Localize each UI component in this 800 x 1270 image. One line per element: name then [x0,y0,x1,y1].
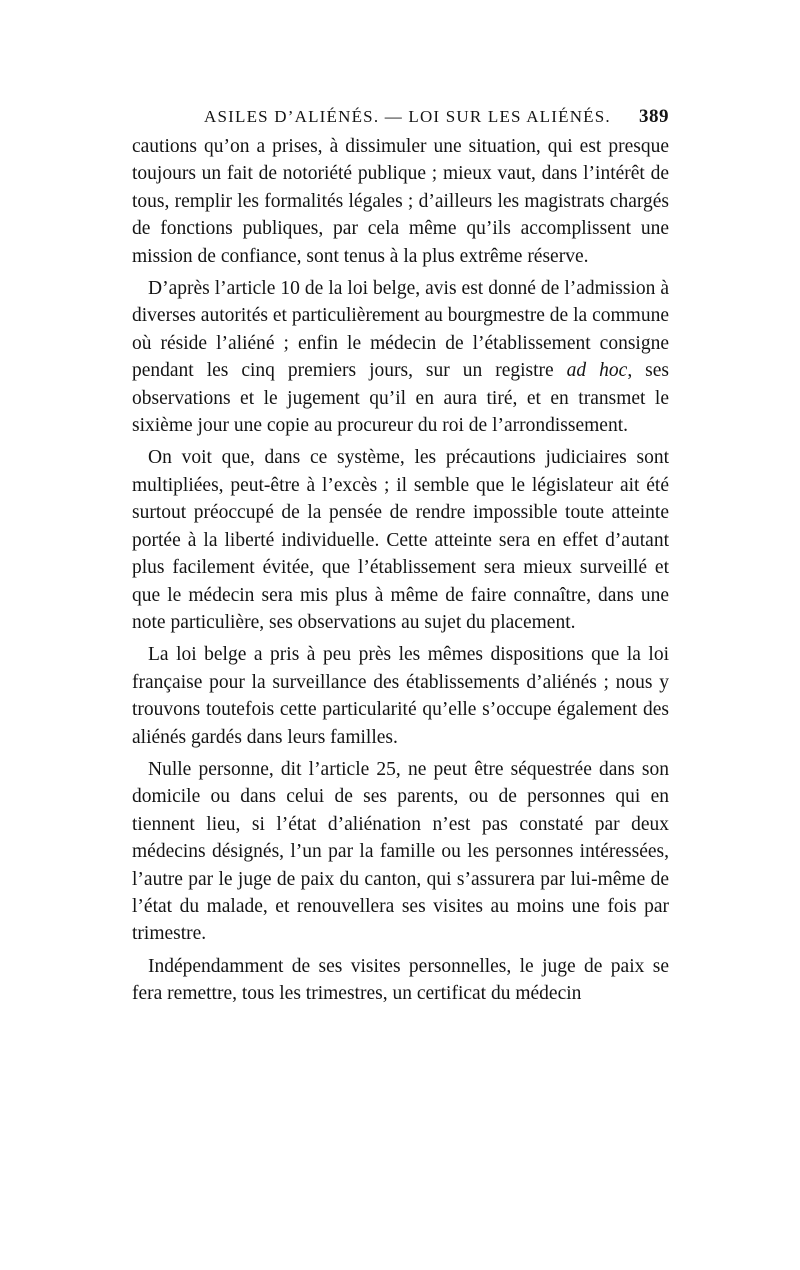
body-text [132,133,669,1008]
page-number: 389 [639,106,669,127]
paragraph-belgian-article-10 [132,275,669,439]
paragraph-text-before-italic: D’après l’article 10 de la loi belge, avis est donné de l’admission à diverses autorités et particulièrement au bourgmestre de la commune où réside l’aliéné ; enfin le médecin de l’établissement consigne pendant les cinq premiers jours, sur un registre [132,278,669,382]
italic-term: ad hoc [566,360,628,382]
running-title: ASILES D’ALIÉNÉS. — LOI SUR LES ALIÉNÉS. [204,107,611,126]
paragraph-judicial-precautions: On voit que, dans ce système, les précautions judiciaires sont multipliées, peut-être à l’excès ; il semble que le législateur ait été surtout préoccupé de la pensée de rendre impossible toute atteinte portée à la liberté individuelle. Cette atteinte sera en effet d’autant plus facilement évitée, que l’établissement sera mieux surveillé et que le médecin sera mis plus à même de faire connaître, dans une note particulière, ses observations au sujet du placement. [132,447,669,633]
paragraph-belgian-law-surveillance: La loi belge a pris à peu près les mêmes dispositions que la loi française pour la surveillance des établissements d’aliénés ; nous y trouvons toutefois cette particularité qu’elle s’occupe également des aliénés gardés dans leurs familles. [132,644,669,748]
running-header [132,104,669,130]
paragraph-article-25: Nulle personne, dit l’article 25, ne peut être séquestrée dans son domicile ou dans celui de ses parents, ou de personnes qui en tiennent lieu, si l’état d’aliénation n’est pas constaté par deux médecins désignés, l’un par la famille ou les personnes intéressées, l’autre par le juge de paix du canton, qui s’assurera par lui-même de l’état du malade, et renouvellera ses visites au moins une fois par trimestre. [132,758,669,945]
paragraph-text-after-italic: , ses observations et le jugement qu’il en aura tiré, et en transmet le sixième jour une copie au procureur du roi de l’arrondissement. [132,360,669,437]
paragraph-continued: cautions qu’on a prises, à dissimuler une situation, qui est presque toujours un fait de notoriété publique ; mieux vaut, dans l’intérêt de tous, remplir les formalités légales ; d’ailleurs les magistrats chargés de fonctions publiques, par cela même qu’ils accomplissent une mission de confiance, sont tenus à la plus extrême réserve. [132,136,669,267]
paragraph-personal-visits: Indépendamment de ses visites personnelles, le juge de paix se fera remettre, tous les trimestres, un certificat du médecin [132,955,669,1005]
